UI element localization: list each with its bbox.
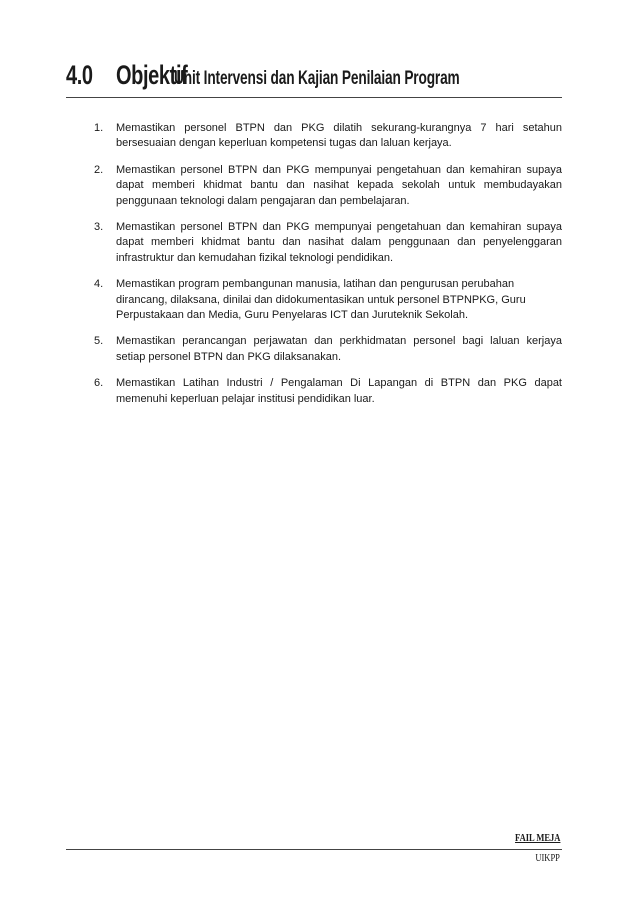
- list-item: [94, 334, 562, 365]
- list-item-text: Memastikan perancangan perjawatan dan perkhidmatan personel bagi laluan kerjaya setiap personel BTPN dan PKG dilaksanakan.: [116, 335, 562, 363]
- list-item-number: 2.: [94, 163, 104, 176]
- list-item-number: 3.: [94, 221, 104, 234]
- list-item-number: 4.: [94, 278, 104, 291]
- section-subtitle: Unit Intervensi dan Kajian Penilaian Program: [174, 68, 460, 89]
- list-item: [94, 277, 562, 323]
- footer-label: FAIL MEJA: [514, 833, 560, 844]
- objectives-list: [94, 121, 562, 418]
- list-item: [94, 220, 562, 266]
- list-item-number: 1.: [94, 122, 104, 134]
- list-item-text: Memastikan personel BTPN dan PKG mempunyai pengetahuan dan kemahiran supaya dapat memberi khidmat bantu dan nasihat kepada sekolah untuk membudayakan penggunaan teknologi dalam pengajaran dan pembelajaran.: [116, 163, 562, 207]
- section-number: 4.0: [66, 60, 93, 90]
- heading-divider: [66, 97, 562, 98]
- footer-code: UIKPP: [535, 853, 560, 864]
- list-item-number: 6.: [94, 377, 104, 390]
- section-heading: [66, 62, 571, 89]
- footer-divider: [66, 849, 562, 850]
- list-item-number: 5.: [94, 335, 104, 348]
- list-item-text: Memastikan Latihan Industri / Pengalaman Di Lapangan di BTPN dan PKG dapat memenuhi keperluan pelajar institusi pendidikan luar.: [116, 377, 562, 405]
- list-item: [94, 376, 562, 407]
- list-item: [94, 163, 562, 209]
- list-item-text: Memastikan program pembangunan manusia, latihan dan pengurusan perubahan dirancang, dilaksana, dinilai dan didokumentasikan untuk personel BTPNPKG, Guru Perpustakaan dan Media, Guru Penyelaras ICT dan Juruteknik Sekolah.: [116, 278, 526, 322]
- section-title: Objektif: [116, 60, 188, 90]
- list-item-text: Memastikan personel BTPN dan PKG mempunyai pengetahuan dan kemahiran supaya dapat memberi khidmat bantu dan nasihat dalam penggunaan dan penyelenggaran infrastruktur dan kemudahan fizikal teknologi pendidikan.: [116, 221, 562, 264]
- list-item: [94, 121, 562, 152]
- list-item-text: Memastikan personel BTPN dan PKG dilatih sekurang-kurangnya 7 hari setahun bersesuaian dengan keperluan kompetensi tugas dan laluan kerjaya.: [116, 122, 562, 150]
